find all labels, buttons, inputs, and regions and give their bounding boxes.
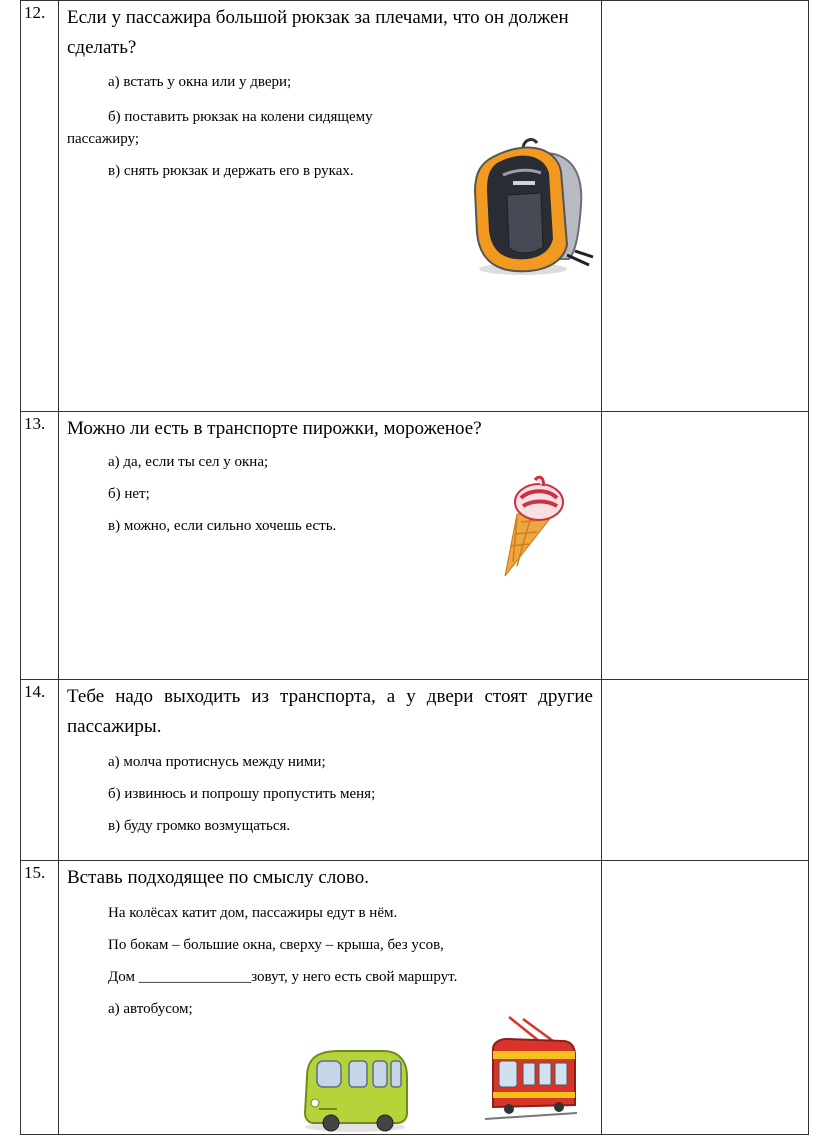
question-text: Вставь подходящее по смыслу слово. <box>67 867 369 888</box>
question-cell <box>59 412 602 680</box>
answer-cell <box>602 1 809 412</box>
answer-option-c: в) снять рюкзак и держать его в руках. <box>108 163 354 179</box>
answer-cell <box>602 861 809 1135</box>
answer-option-c: в) можно, если сильно хочешь есть. <box>108 518 337 534</box>
ice-cream-cone-illustration <box>495 472 575 578</box>
question-cell <box>59 1 602 412</box>
question-text: Можно ли есть в транспорте пирожки, мороженое? <box>67 418 482 439</box>
answer-option-a: а) молча протиснусь между ними; <box>108 754 326 770</box>
answer-cell <box>602 680 809 861</box>
tram-illustration <box>479 1015 579 1125</box>
answer-option-a: а) да, если ты сел у окна; <box>108 454 269 470</box>
question-text: Тебе надо выходить из транспорта, а у двери стоят другие пассажиры. <box>67 686 593 737</box>
poem-line: На колёсах катит дом, пассажиры едут в нём. <box>108 905 398 921</box>
poem-line: По бокам – большие окна, сверху – крыша, без усов, <box>108 937 444 953</box>
question-row-13 <box>21 412 809 680</box>
answer-option-b: б) нет; <box>108 486 150 502</box>
answer-option-a: а) автобусом; <box>108 1001 193 1017</box>
poem-line: Дом _______________зовут, у него есть свой маршрут. <box>108 969 458 985</box>
answer-option-a: а) встать у окна или у двери; <box>108 74 292 90</box>
question-number: 15. <box>21 861 59 1135</box>
answer-option-b: б) поставить рюкзак на колени сидящему пассажиру; <box>67 109 373 147</box>
question-number: 14. <box>21 680 59 861</box>
question-row-12 <box>21 1 809 412</box>
question-cell <box>59 680 602 861</box>
quiz-table <box>20 0 809 1135</box>
question-number: 13. <box>21 412 59 680</box>
question-row-14 <box>21 680 809 861</box>
answer-option-b: б) извинюсь и попрошу пропустить меня; <box>108 786 376 802</box>
question-number: 12. <box>21 1 59 412</box>
answer-cell <box>602 412 809 680</box>
question-text: Если у пассажира большой рюкзак за плечами, что он должен сделать? <box>67 7 569 58</box>
question-cell <box>59 861 602 1135</box>
bus-illustration <box>299 1047 411 1133</box>
answer-option-c: в) буду громко возмущаться. <box>108 818 291 834</box>
backpack-illustration <box>463 135 603 277</box>
question-row-15 <box>21 861 809 1135</box>
